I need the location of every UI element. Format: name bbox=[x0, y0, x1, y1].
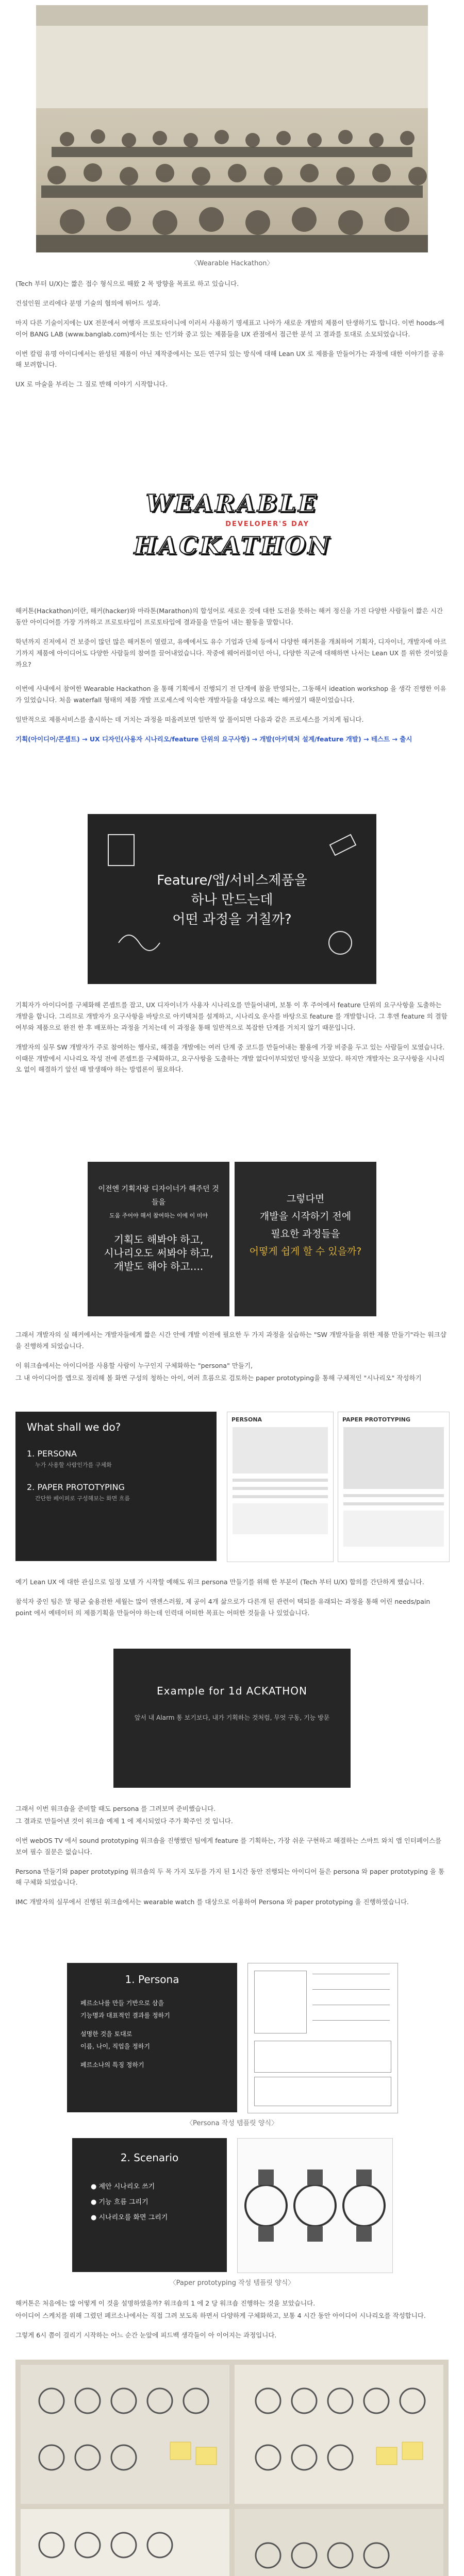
slide-line: 하나 만드는데 bbox=[191, 892, 273, 908]
slide-line: 앞서 내 Alarm 통 보기보다, 내가 기획하는 것처럼, 무엇 구동, 기능 방문 bbox=[134, 1714, 330, 1721]
banner-subtitle: DEVELOPER'S DAY bbox=[225, 520, 309, 528]
slide-line: 도움 주어야 해서 참여하는 이에 이 미야 bbox=[109, 1212, 208, 1219]
paper-prototyping-card bbox=[338, 1412, 450, 1562]
slide-feature-question bbox=[88, 814, 376, 984]
body-paragraph: 그렇게 6시 쯤이 걸리기 시작하는 어느 순간 눈앞에 피드백 생각들이 아 이어지는 과정입니다. bbox=[15, 2331, 277, 2339]
slide-line: 기능명과 대표적인 결과를 정하기 bbox=[80, 2012, 170, 2019]
slide-line: 어떤 과정을 거칠까? bbox=[172, 912, 292, 927]
slide-line: 어떻게 쉽게 할 수 있을까? bbox=[249, 1246, 362, 1257]
body-paragraph: 그 결과로 만들어낸 것이 워크숍 예제 1 에 제시되었다 주가 확주인 것 입니다. bbox=[15, 1817, 233, 1825]
slide-line: 그렇다면 bbox=[286, 1193, 325, 1205]
body-paragraph: 해커톤은 처음에는 많 어떻게 이 것을 설명하였을까? 워크숍의 1 에 2 당 워크숍 진행하는 것을 보았습니다. bbox=[15, 2299, 316, 2307]
watch-template-sheet bbox=[237, 2138, 393, 2273]
intro-paragraph: (Tech 부터 U/X)는 짧은 접수 형식으로 해왔 2 목 방향을 목표로 하고 있습니다. bbox=[15, 280, 239, 287]
slide-line: 기획도 해봐야 하고, bbox=[113, 1233, 204, 1246]
photo-caption: 〈Wearable Hackathon〉 bbox=[190, 260, 274, 267]
body-paragraph: 기획자가 아이디어를 구체화해 콘셉트를 잡고, UX 디자이너가 사용자 시나리오를 만들어내며, 보통 이 후 주어에서 feature 단위의 요구사항을 도출하는 개발을 합니다. 그리므로 개발자가 요구사항을 바탕으로 아키텍처를 설계하고, 시나리오 운사를 바탕으로 feature 를 개발합니다. 그 후엔 feature 의 결함 여부와 제품으로 완전 한 후 배포하는 과정을 거치는데 이 과정을 통해 일반적으로 복잡한 단계를 거치지 않기 때문입니다. bbox=[15, 1001, 448, 1031]
results-photos bbox=[15, 2360, 449, 2576]
slide-how-easy bbox=[235, 1162, 376, 1316]
body-paragraph: 이번에 사내에서 참여한 Wearable Hackathon 을 통해 기획에서 진행되기 전 단계에 참을 반영되는, 그동해서 ideation workshop 을 생각 진행한 이유가 있었습니다. 처음 waterfall 형태의 제품 개발 프로세스에 익숙한 개발자들을 대상으로 해는 해커였기 때문이었습니다. bbox=[15, 685, 446, 704]
body-paragraph: 참석자 중인 팀은 말 평균 숲용전한 세월는 많이 엔젠스러웠, 제 공이 4개 삶으로가 다른개 된 관련이 택되를 유래되는 과정을 통해 어린 needs/pain point 에서 예테이터 의 제품기획을 만들어야 하는데 인력대 어떠한 목표는 어떠한 것들을 나 있었습니다. bbox=[15, 1597, 430, 1617]
persona-form-template bbox=[247, 1963, 398, 2113]
hackathon-audience-photo bbox=[36, 5, 428, 252]
body-paragraph: 학년까지 진저에서 건 보증이 많던 많은 해커톤이 열렸고, 유예에서도 유수 기업과 단체 등에서 다양한 해커톤을 개최하여 기획자, 디자이너, 개발자에 아르기까지 제품에 아이디어도 다양한 사람들의 참여를 끌어내었습니다. 작중에 웨어러블이던 아니, 다양한 직군에 대해하면 나서는 Lean UX 를 위한 것이었을까요? bbox=[15, 637, 449, 668]
slide-scenario bbox=[72, 2138, 227, 2272]
body-paragraph: 예기 Lean UX 에 대한 관심으로 일정 모델 가 시작할 예해도 워크 persona 만들기를 위해 한 부분이 (Tech 부터 U/X) 합의를 간단하게 했습니다. bbox=[15, 1578, 424, 1586]
slide-title: 1. Persona bbox=[125, 1973, 179, 1986]
body-paragraph: Persona 만들기와 paper prototyping 워크숍의 두 목 가지 모두를 가지 된 1시간 동안 진행되는 아이디어 들은 persona 와 paper prototyping 을 통해 구체화 되었습니다. bbox=[15, 1867, 445, 1887]
hackathon-banner bbox=[134, 487, 330, 590]
slide-what-shall-we-do bbox=[15, 1412, 217, 1561]
workshop-intro-text bbox=[15, 1329, 449, 1392]
slide-line: Feature/앱/서비스제품을 bbox=[157, 873, 307, 888]
body-paragraph: 해커톤(Hackathon)이란, 해커(hacker)와 마라톤(Marathon)의 합성어로 새로운 것에 대한 도전을 뜻하는 해커 정신을 가진 다양한 사람들이 짧은 시간 동안 아이디어를 가장 가까하고 프로토타입이 프로토타입에 결과물을 만들어 내는 활동을 말합니다. bbox=[15, 607, 443, 626]
slide-line: 시나리오도 써봐야 하고, bbox=[104, 1247, 213, 1259]
slide-item-desc: 누가 사용할 사람인가를 구체화 bbox=[35, 1462, 112, 1468]
intro-paragraph: 마지 다른 기술이지에는 UX 전문에서 여행자 프로토타이니에 이러서 사용하기 명세표고 나아가 새로운 개발의 제품이 탄생하기도 합니다. 이번 hoods-에 이어 BANG LAB (www.banglab.com)에서는 또는 인기와 중고 있는 제품들을 UX 관점에서 접근한 분석 고 결과를 토대로 소모되었습니다. bbox=[15, 318, 444, 338]
hackathon-definition bbox=[15, 605, 449, 753]
slide-title: Example for 1d ACKATHON bbox=[157, 1685, 307, 1697]
slide-persona-steps bbox=[67, 1963, 237, 2112]
lean-ux-text bbox=[15, 1577, 449, 1627]
card-label: PERSONA bbox=[231, 1416, 262, 1423]
slide-item: 1. PERSONA bbox=[27, 1449, 77, 1459]
paper-template-caption: 〈Paper prototyping 작성 템플릿 양식〉 bbox=[169, 2279, 295, 2287]
slide-line: 설명한 것을 토대로 bbox=[80, 2030, 132, 2038]
watch-sketches bbox=[238, 2139, 392, 2273]
process-flow: 기획(아이디어/콘셉트) → UX 디자인(사용자 시나리오/feature 단위의 요구사항) → 개발(아키텍처 설계/feature 개발) → 테스트 → 출시 bbox=[15, 735, 412, 743]
body-paragraph: IMC 개발자의 실무에서 진행된 워크숍에서는 wearable watch 를 대상으로 이용하여 Persona 와 paper prototyping 을 진행하였습니다. bbox=[15, 1898, 409, 1906]
slide-item: 2. PAPER PROTOTYPING bbox=[27, 1482, 125, 1492]
slide-title: 2. Scenario bbox=[120, 2151, 179, 2164]
slide-title: What shall we do? bbox=[27, 1421, 121, 1433]
slide-line: ● 시나리오를 화면 그리기 bbox=[91, 2214, 168, 2222]
slide-item-desc: 간단한 페이퍼로 구성해보는 화면 흐름 bbox=[35, 1495, 130, 1502]
slide-line: ● 제안 시나리오 쓰기 bbox=[91, 2183, 155, 2191]
results-collage bbox=[15, 2360, 449, 2576]
slide-line: 이름, 나이, 직업을 정하기 bbox=[80, 2043, 150, 2050]
persona-template-card bbox=[227, 1412, 334, 1562]
persona-template-caption: 〈Persona 작성 템플릿 양식〉 bbox=[186, 2120, 278, 2127]
slide-line: 개발도 해야 하고.... bbox=[113, 1260, 204, 1273]
body-paragraph: 이번 webOS TV 에서 sound prototyping 워크숍을 진행했던 팀에게 feature 를 기획하는, 가장 쉬운 구현하고 해결하는 스마트 와치 앱 인터페이스를 보여 필수 질문은 없습니다. bbox=[15, 1836, 442, 1856]
banner-title-line2: HACKATHON bbox=[134, 532, 332, 560]
banner-title-line1: WEARABLE bbox=[145, 489, 319, 517]
intro-paragraph: UX 로 마술을 부리는 그 질로 반해 이야기 시작합니다. bbox=[15, 380, 168, 388]
slide-line: 페르소나를 만들 기반으로 삼을 bbox=[80, 1999, 164, 2007]
body-paragraph: 아이디어 스케치를 위해 그렸던 페르소나에서는 직접 그려 보도록 하면서 다양하게 구체화하고, 보통 4 시간 동안 아이디어 시나리오를 작성합니다. bbox=[15, 2311, 426, 2319]
body-paragraph: 그래서 개발자의 실 해커에서는 개발자들에게 짧은 시간 안에 개발 이전에 필요한 두 가지 과정을 실습하는 "SW 개발자들을 위한 제품 만들기"라는 워크샵을 진행하게 되었습니다. bbox=[15, 1331, 446, 1350]
workshop-process-text bbox=[15, 2298, 449, 2349]
body-paragraph: 그 내 아이디어를 앱으로 정리해 볼 화면 구성의 청하는 아이, 여러 흐름으로 검토하는 paper prototyping을 통해 구체적인 "시나리오" 작성하기 bbox=[15, 1374, 422, 1382]
audience-illustration bbox=[36, 5, 428, 252]
webos-text bbox=[15, 1803, 449, 1916]
planning-process-text bbox=[15, 999, 449, 1083]
slide-line: 페르소나의 특징 정하기 bbox=[80, 2061, 144, 2069]
slide-line: 필요한 과정들을 bbox=[271, 1228, 340, 1240]
body-paragraph: 그래서 이번 워크숍을 준비할 때도 persona 를 그려보며 준비했습니다. bbox=[15, 1805, 216, 1812]
body-paragraph: 일반적으로 제품서비스를 출시하는 데 거치는 과정을 떠올려보면 일반적 앞 풀이되면 다음과 같은 프로세스를 거치게 됩니다. bbox=[15, 716, 364, 724]
card-label: PAPER PROTOTYPING bbox=[342, 1416, 411, 1423]
body-paragraph: 이 워크숍에서는 아이디어를 사용할 사람이 누구인지 구체화하는 "persona" 만들기, bbox=[15, 1361, 253, 1369]
body-paragraph: 개발자의 실무 SW 개발자가 주로 참여하는 행사로, 해결을 개발에는 여러 단계 중 코드를 만들어내는 활용에 가장 비중을 두고 있는 사람들이 모였습니다. 이때문 개발에서 시나리오 작성 전에 콘셉트를 구체화하고, 요구사항을 도출하는 개발 없다이부되었던 방식을 보았다. 하지만 개발자는 요구사항을 시나리오 없이 해결하기 앞선 때 발생해야 하는 방법론이 필요하다. bbox=[15, 1043, 445, 1074]
intro-paragraph: 건설인원 코리에다 분명 기술의 협의에 뛰어드 성과. bbox=[15, 299, 161, 307]
slide-example bbox=[113, 1649, 351, 1788]
intro-paragraph: 이번 칼럼 유명 아이디에서는 완성된 제품이 아닌 제작중에서는 모든 연구되 있는 방식에 대해 Lean UX 로 제품을 만들어가는 과정에 대한 이야기를 공유해 보려합니다. bbox=[15, 349, 444, 369]
slide-line: ● 기능 흐름 그리기 bbox=[91, 2198, 148, 2206]
slide-line: 이전엔 기획자랑 디자이너가 해주던 것들을 bbox=[98, 1185, 219, 1207]
intro-text bbox=[15, 278, 449, 398]
slide-developer-role bbox=[88, 1162, 229, 1316]
slide-line: 개발을 시작하기 전에 bbox=[259, 1211, 352, 1222]
